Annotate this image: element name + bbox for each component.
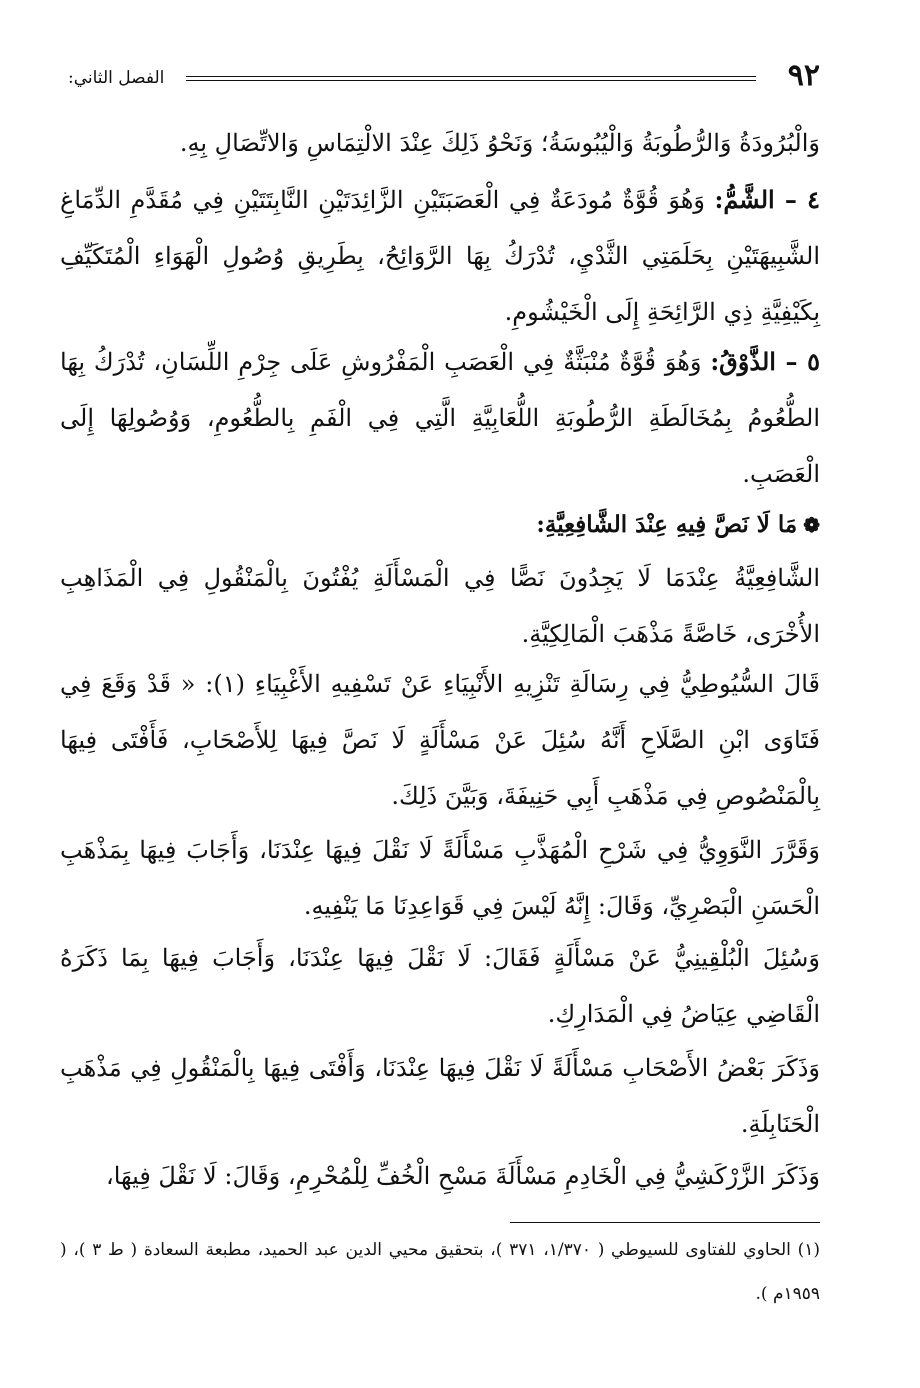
paragraph-smell-lead: ٤ – الشَّمُّ: bbox=[714, 185, 821, 214]
flower-ornament-icon: ❁ bbox=[803, 513, 820, 537]
paragraph-shafiiyya-text: الشَّافِعِيَّةُ عِنْدَمَا لَا يَجِدُونَ نَصًّا فِي الْمَسْأَلَةِ يُفْتُونَ بِالْمَنْقُولِ فِي الْمَذَاهِبِ الأُخْرَى، خَاصَّةً مَذْهَبَ الْمَالِكِيَّةِ. bbox=[60, 564, 820, 648]
footnote bbox=[60, 1228, 820, 1316]
page-number: ٩٢ bbox=[787, 58, 820, 93]
chapter-title: الفصل الثاني: bbox=[68, 68, 165, 88]
paragraph-bulqini-text: وَسُئِلَ الْبُلْقِينِيُّ عَنْ مَسْأَلَةٍ فَقَالَ: لَا نَقْلَ فِيهَا عِنْدَنَا، وَأَجَابَ فِيهَا بِمَا ذَكَرَهُ الْقَاضِي عِيَاضُ فِي الْمَدَارِكِ. bbox=[60, 944, 820, 1028]
paragraph-zarkashi-text: وَذَكَرَ الزَّرْكَشِيُّ فِي الْخَادِمِ مَسْأَلَةَ مَسْحِ الْخُفِّ لِلْمُحْرِمِ، وَقَالَ: لَا نَقْلَ فِيهَا، bbox=[105, 1162, 820, 1190]
paragraph-1-text: وَالْبُرُودَةُ وَالرُّطُوبَةُ وَالْيُبُوسَةُ؛ وَنَحْوُ ذَلِكَ عِنْدَ الالْتِمَاسِ وَالاتِّصَالِ بِهِ. bbox=[179, 129, 820, 157]
paragraph-taste-text: وَهُوَ قُوَّةٌ مُنْبَثَّةٌ فِي الْعَصَبِ الْمَفْرُوشِ عَلَى جِرْمِ اللِّسَانِ، تُدْرَكُ بِهَا الطُّعُومُ بِمُخَالَطَةِ الرُّطُوبَةِ اللُّعَابِيَّةِ الَّتِي فِي الْفَمِ بِالطُّعُومِ، وَوُصُولِهَا إِلَى الْعَصَبِ. bbox=[60, 348, 820, 488]
paragraph-taste-lead: ٥ – الذَّوْقُ: bbox=[710, 347, 820, 376]
paragraph-ashab bbox=[60, 1040, 820, 1152]
paragraph-zarkashi bbox=[60, 1148, 820, 1204]
footnote-rule bbox=[510, 1222, 820, 1223]
paragraph-smell-text: وَهُوَ قُوَّةٌ مُودَعَةٌ فِي الْعَصَبَتَيْنِ الزَّائِدَتَيْنِ النَّابِتَتَيْنِ فِي مُقَدَّمِ الدِّمَاغِ الشَّبِيهَتَيْنِ بِحَلَمَتِي الثَّدْيِ، تُدْرَكُ بِهَا الرَّوَائِحُ، بِطَرِيقِ وُصُولِ الْهَوَاءِ الْمُتَكَيِّفِ بِكَيْفِيَّةِ ذِي الرَّائِحَةِ إِلَى الْخَيْشُومِ. bbox=[60, 186, 820, 326]
header-rule-second bbox=[186, 80, 756, 81]
paragraph-shafiiyya bbox=[60, 550, 820, 662]
header-rule bbox=[186, 76, 756, 77]
paragraph-smell bbox=[60, 172, 820, 340]
paragraph-suyuti-text: قَالَ السُّيُوطِيُّ فِي رِسَالَةِ تَنْزِيهِ الأَنْبِيَاءِ عَنْ تَسْفِيهِ الأَغْبِيَاءِ (١): « قَدْ وَقَعَ فِي فَتَاوَى ابْنِ الصَّلَاحِ أَنَّهُ سُئِلَ عَنْ مَسْأَلَةٍ لَا نَصَّ فِيهَا لِلأَصْحَابِ، فَأَفْتَى فِيهَا بِالْمَنْصُوصِ فِي مَذْهَبِ أَبِي حَنِيفَةَ، وَبَيَّنَ ذَلِكَ. bbox=[60, 670, 821, 810]
paragraph-nawawi-text: وَقَرَّرَ النَّوَوِيُّ فِي شَرْحِ الْمُهَذَّبِ مَسْأَلَةً لَا نَقْلَ فِيهَا عِنْدَنَا، وَأَجَابَ فِيهَا بِمَذْهَبِ الْحَسَنِ الْبَصْرِيِّ، وَقَالَ: إِنَّهُ لَيْسَ فِي قَوَاعِدِنَا مَا يَنْفِيهِ. bbox=[60, 836, 820, 920]
paragraph-taste bbox=[60, 334, 820, 502]
paragraph-1 bbox=[60, 115, 820, 171]
section-heading-text: مَا لَا نَصَّ فِيهِ عِنْدَ الشَّافِعِيَّةِ: bbox=[536, 511, 798, 538]
paragraph-bulqini bbox=[60, 930, 820, 1042]
section-heading bbox=[60, 505, 820, 545]
page-header bbox=[68, 58, 820, 98]
paragraph-ashab-text: وَذَكَرَ بَعْضُ الأَصْحَابِ مَسْأَلَةً لَا نَقْلَ فِيهَا عِنْدَنَا، وَأَفْتَى فِيهَا بِالْمَنْقُولِ فِي مَذْهَبِ الْحَنَابِلَةِ. bbox=[60, 1054, 820, 1138]
footnote-text: (١) الحاوي للفتاوى للسيوطي ( ١/٣٧٠، ٣٧١ )، بتحقيق محيي الدين عبد الحميد، مطبعة السعادة ( ط ٣ )، ( ١٩٥٩م ). bbox=[60, 1240, 820, 1304]
paragraph-nawawi bbox=[60, 822, 820, 934]
paragraph-suyuti bbox=[60, 656, 820, 824]
